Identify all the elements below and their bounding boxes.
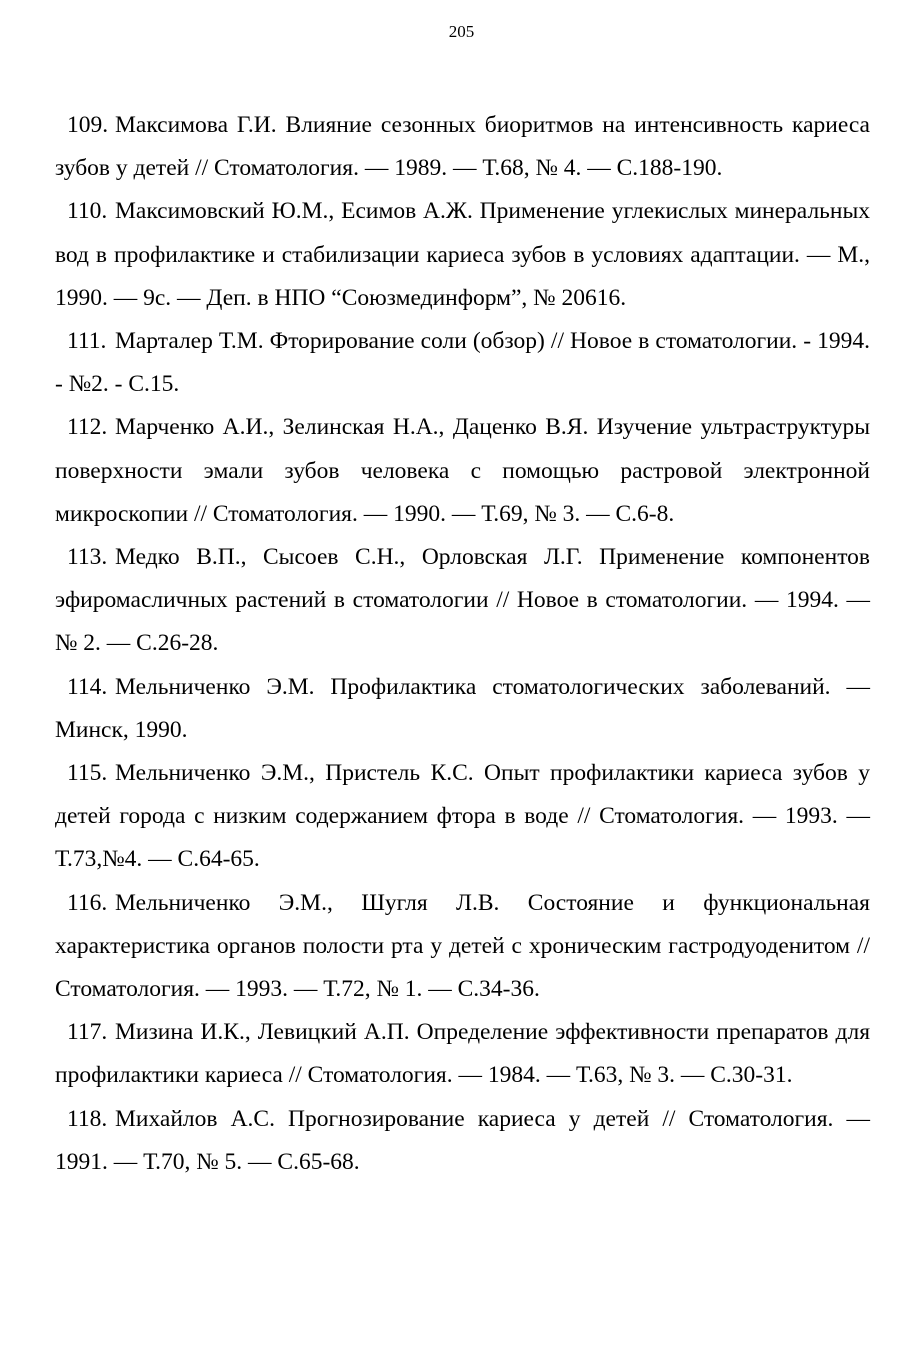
- reference-number: 114.: [67, 673, 108, 700]
- reference-number: 111.: [67, 328, 107, 355]
- reference-item: [55, 190, 870, 320]
- reference-text: Марченко А.И., Зелинская Н.А., Даценко В.Я. Изучение ультраструктуры поверхности эмали зубов человека с помощью растровой электронной микроскопии // Стоматология. — 1990. — Т.69, № 3. — С.6-8.: [55, 414, 870, 527]
- reference-number: 117.: [67, 1019, 108, 1046]
- reference-text: Медко В.П., Сысоев С.Н., Орловская Л.Г. Применение компонентов эфиромасличных растений в стоматологии // Новое в стоматологии. — 1994. — № 2. — С.26-28.: [55, 544, 870, 657]
- reference-text: Мельниченко Э.М. Профилактика стоматологических заболеваний. — Минск, 1990.: [55, 673, 870, 743]
- reference-text: Мизина И.К., Левицкий А.П. Определение эффективности препаратов для профилактики кариеса // Стоматология. — 1984. — Т.63, № 3. — С.30-31.: [55, 1019, 870, 1089]
- reference-text: Мельниченко Э.М., Пристель К.С. Опыт профилактики кариеса зубов у детей города с низким содержанием фтора в воде // Стоматология. — 1993. — Т.73,№4. — С.64-65.: [55, 760, 870, 873]
- reference-number: 113.: [67, 544, 108, 571]
- reference-list: [55, 104, 870, 1184]
- reference-text: Максимова Г.И. Влияние сезонных биоритмов на интенсивность кариеса зубов у детей // Стоматология. — 1989. — Т.68, № 4. — С.188-190.: [55, 112, 870, 182]
- reference-number: 112.: [67, 414, 108, 441]
- reference-number: 110.: [67, 198, 108, 225]
- reference-item: [55, 752, 870, 882]
- reference-number: 118.: [67, 1105, 108, 1132]
- reference-text: Михайлов А.С. Прогнозирование кариеса у детей // Стоматология. — 1991. — Т.70, № 5. — С.65-68.: [55, 1105, 870, 1175]
- reference-number: 116.: [67, 889, 108, 916]
- reference-number: 109.: [67, 112, 109, 138]
- reference-number: 115.: [67, 760, 108, 787]
- reference-text: Мельниченко Э.М., Шугля Л.В. Состояние и функциональная характеристика органов полости рта у детей с хроническим гастродуоденитом // Стоматология. — 1993. — Т.72, № 1. — С.34-36.: [55, 889, 870, 1003]
- reference-item: [55, 1011, 870, 1097]
- reference-text: Максимовский Ю.М., Есимов А.Ж. Применение углекислых минеральных вод в профилактике и стабилизации кариеса зубов в условиях адаптации. — М., 1990. — 9с. — Деп. в НПО “Союзмединформ”, № 20616.: [55, 198, 870, 311]
- reference-item: [55, 406, 870, 536]
- reference-item: [55, 1098, 870, 1184]
- reference-item: [55, 882, 870, 1012]
- reference-text: Марталер Т.М. Фторирование соли (обзор) // Новое в стоматологии. - 1994. - №2. - С.15.: [55, 328, 870, 398]
- reference-item: [55, 104, 870, 190]
- reference-item: [55, 320, 870, 406]
- page-number: 205: [448, 22, 475, 41]
- reference-item: [55, 666, 870, 752]
- reference-item: [55, 536, 870, 666]
